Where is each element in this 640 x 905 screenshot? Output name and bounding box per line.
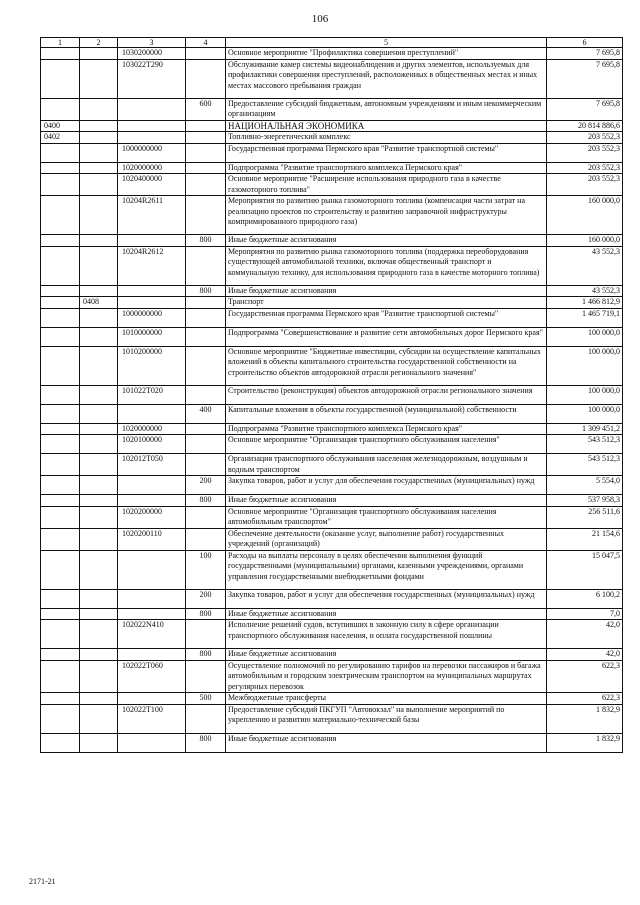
amount: 100 000,0 xyxy=(547,346,623,385)
table-row xyxy=(41,608,623,620)
item-name: Обеспечение деятельности (оказание услуг, выполнение работ) государственных учреждений (организаций) xyxy=(226,528,547,550)
section-code xyxy=(41,285,80,297)
budget-table xyxy=(40,37,623,753)
subsection-code xyxy=(80,285,118,297)
target-article-code xyxy=(118,297,186,309)
table-row xyxy=(41,174,623,196)
item-name: Подпрограмма "Развитие транспортного комплекса Пермского края" xyxy=(226,423,547,435)
section-code xyxy=(41,308,80,327)
header-col-6: 6 xyxy=(547,38,623,48)
target-article-code: 10204R2612 xyxy=(118,246,186,285)
amount: 203 552,3 xyxy=(547,132,623,144)
subsection-code xyxy=(80,550,118,589)
item-name: Топливно-энергетический комплекс xyxy=(226,132,547,144)
section-code xyxy=(41,435,80,454)
expense-type-code: 100 xyxy=(186,550,226,589)
target-article-code xyxy=(118,733,186,752)
item-name: Обслуживание камер системы видеонаблюдения и других элементов, используемых для профилактики совершения преступлений, расположенных в общественных местах и иных местах массового пребывания граждан xyxy=(226,59,547,98)
target-article-code: 1020000000 xyxy=(118,423,186,435)
expense-type-code xyxy=(186,620,226,649)
target-article-code xyxy=(118,550,186,589)
header-row xyxy=(41,38,623,48)
amount: 20 814 886,6 xyxy=(547,120,623,132)
subsection-code xyxy=(80,506,118,528)
section-code xyxy=(41,196,80,235)
section-code xyxy=(41,506,80,528)
subsection-code xyxy=(80,327,118,346)
amount: 5 554,0 xyxy=(547,476,623,495)
section-code xyxy=(41,649,80,661)
expense-type-code xyxy=(186,48,226,60)
amount: 537 958,3 xyxy=(547,495,623,507)
header-col-3: 3 xyxy=(118,38,186,48)
target-article-code xyxy=(118,235,186,247)
target-article-code: 102022Т100 xyxy=(118,704,186,733)
amount: 100 000,0 xyxy=(547,404,623,423)
expense-type-code: 800 xyxy=(186,733,226,752)
section-code xyxy=(41,733,80,752)
section-code xyxy=(41,246,80,285)
target-article-code: 1020200000 xyxy=(118,506,186,528)
amount: 160 000,0 xyxy=(547,196,623,235)
item-name: Предоставление субсидий бюджетным, автономным учреждениям и иным некоммерческим организациям xyxy=(226,98,547,120)
footer-code: 2171-21 xyxy=(29,877,56,886)
section-code xyxy=(41,346,80,385)
item-name: Основное мероприятие "Бюджетные инвестиции, субсидии на осуществление капитальных вложений в объекты капитального строительства государственной собственности на строительство объектов автодорожной отрасли регионального значения" xyxy=(226,346,547,385)
amount: 543 512,3 xyxy=(547,454,623,476)
amount: 42,0 xyxy=(547,620,623,649)
table-row xyxy=(41,528,623,550)
subsection-code xyxy=(80,98,118,120)
header-col-4: 4 xyxy=(186,38,226,48)
table-row xyxy=(41,196,623,235)
item-name: Основное мероприятие "Организация транспортного обслуживания населения" xyxy=(226,435,547,454)
table-row xyxy=(41,589,623,608)
section-code: 0400 xyxy=(41,120,80,132)
table-row xyxy=(41,327,623,346)
item-name: Транспорт xyxy=(226,297,547,309)
table-row xyxy=(41,132,623,144)
expense-type-code xyxy=(186,346,226,385)
item-name: Основное мероприятие "Организация транспортного обслуживания населения автомобильным транспортом" xyxy=(226,506,547,528)
subsection-code xyxy=(80,733,118,752)
expense-type-code xyxy=(186,528,226,550)
subsection-code: 0408 xyxy=(80,297,118,309)
subsection-code xyxy=(80,59,118,98)
item-name: Иные бюджетные ассигнования xyxy=(226,285,547,297)
amount: 203 552,3 xyxy=(547,162,623,174)
item-name: Государственная программа Пермского края "Развитие транспортной системы" xyxy=(226,143,547,162)
item-name: Закупка товаров, работ и услуг для обеспечения государственных (муниципальных) нужд xyxy=(226,476,547,495)
subsection-code xyxy=(80,649,118,661)
table-row xyxy=(41,346,623,385)
expense-type-code xyxy=(186,327,226,346)
amount: 256 511,6 xyxy=(547,506,623,528)
expense-type-code xyxy=(186,385,226,404)
table-row xyxy=(41,454,623,476)
target-article-code: 1020000000 xyxy=(118,162,186,174)
expense-type-code: 800 xyxy=(186,495,226,507)
table-row xyxy=(41,297,623,309)
target-article-code: 102022Т060 xyxy=(118,660,186,693)
subsection-code xyxy=(80,704,118,733)
section-code xyxy=(41,589,80,608)
section-code: 0402 xyxy=(41,132,80,144)
amount: 100 000,0 xyxy=(547,385,623,404)
section-code xyxy=(41,143,80,162)
section-code xyxy=(41,550,80,589)
target-article-code xyxy=(118,589,186,608)
section-code xyxy=(41,454,80,476)
subsection-code xyxy=(80,423,118,435)
table-row xyxy=(41,620,623,649)
item-name: Мероприятия по развитию рынка газомоторного топлива (поддержка переоборудования существующей автомобильной техники, включая общественный транспорт и коммунальную технику, для использования природного газа в качестве моторного топлива) xyxy=(226,246,547,285)
expense-type-code: 200 xyxy=(186,476,226,495)
expense-type-code xyxy=(186,506,226,528)
amount: 42,0 xyxy=(547,649,623,661)
subsection-code xyxy=(80,608,118,620)
table-row xyxy=(41,506,623,528)
header-col-1: 1 xyxy=(41,38,80,48)
item-name: Капитальные вложения в объекты государственной (муниципальной) собственности xyxy=(226,404,547,423)
subsection-code xyxy=(80,174,118,196)
expense-type-code: 400 xyxy=(186,404,226,423)
target-article-code xyxy=(118,649,186,661)
expense-type-code xyxy=(186,435,226,454)
section-code xyxy=(41,174,80,196)
expense-type-code xyxy=(186,297,226,309)
section-code xyxy=(41,404,80,423)
item-name: Предоставление субсидий ПКГУП "Автовокзал" на выполнение мероприятий по укреплению и развитию материально-технической базы xyxy=(226,704,547,733)
page-number: 106 xyxy=(311,13,329,25)
expense-type-code xyxy=(186,120,226,132)
amount: 1 832,9 xyxy=(547,733,623,752)
amount: 15 047,5 xyxy=(547,550,623,589)
item-name: Иные бюджетные ассигнования xyxy=(226,235,547,247)
section-code xyxy=(41,327,80,346)
table-row xyxy=(41,423,623,435)
subsection-code xyxy=(80,385,118,404)
table-row xyxy=(41,59,623,98)
amount: 1 465 719,1 xyxy=(547,308,623,327)
subsection-code xyxy=(80,435,118,454)
item-name: Исполнение решений судов, вступивших в законную силу в сфере организации транспортного обслуживания населения, и оплата государственной пошлины xyxy=(226,620,547,649)
subsection-code xyxy=(80,132,118,144)
section-code xyxy=(41,59,80,98)
subsection-code xyxy=(80,48,118,60)
item-name: Закупка товаров, работ и услуг для обеспечения государственных (муниципальных) нужд xyxy=(226,589,547,608)
expense-type-code xyxy=(186,454,226,476)
subsection-code xyxy=(80,196,118,235)
table-row xyxy=(41,704,623,733)
subsection-code xyxy=(80,235,118,247)
amount: 622,3 xyxy=(547,693,623,705)
expense-type-code xyxy=(186,246,226,285)
table-row xyxy=(41,435,623,454)
header-col-5: 5 xyxy=(226,38,547,48)
expense-type-code: 600 xyxy=(186,98,226,120)
target-article-code: 1010200000 xyxy=(118,346,186,385)
section-code xyxy=(41,660,80,693)
subsection-code xyxy=(80,308,118,327)
expense-type-code: 500 xyxy=(186,693,226,705)
table-row xyxy=(41,404,623,423)
target-article-code: 103022Т290 xyxy=(118,59,186,98)
amount: 7 695,8 xyxy=(547,98,623,120)
target-article-code xyxy=(118,285,186,297)
table-row xyxy=(41,385,623,404)
expense-type-code: 800 xyxy=(186,649,226,661)
table-row xyxy=(41,733,623,752)
target-article-code xyxy=(118,693,186,705)
amount: 7,0 xyxy=(547,608,623,620)
item-name: Строительство (реконструкция) объектов автодорожной отрасли регионального значения xyxy=(226,385,547,404)
target-article-code: 1020400000 xyxy=(118,174,186,196)
section-code xyxy=(41,528,80,550)
subsection-code xyxy=(80,620,118,649)
item-name: НАЦИОНАЛЬНАЯ ЭКОНОМИКА xyxy=(226,120,547,132)
item-name: Расходы на выплаты персоналу в целях обеспечения выполнения функций государственными (муниципальными) органами, казенными учреждениями, органами управления государственными внебюджетными фондами xyxy=(226,550,547,589)
subsection-code xyxy=(80,120,118,132)
target-article-code xyxy=(118,608,186,620)
expense-type-code xyxy=(186,132,226,144)
table-row xyxy=(41,495,623,507)
amount: 543 512,3 xyxy=(547,435,623,454)
subsection-code xyxy=(80,495,118,507)
target-article-code: 10204R2611 xyxy=(118,196,186,235)
subsection-code xyxy=(80,528,118,550)
table-row xyxy=(41,660,623,693)
subsection-code xyxy=(80,246,118,285)
expense-type-code xyxy=(186,162,226,174)
amount: 21 154,6 xyxy=(547,528,623,550)
section-code xyxy=(41,476,80,495)
expense-type-code: 800 xyxy=(186,285,226,297)
section-code xyxy=(41,704,80,733)
amount: 100 000,0 xyxy=(547,327,623,346)
subsection-code xyxy=(80,693,118,705)
target-article-code: 1000000000 xyxy=(118,143,186,162)
section-code xyxy=(41,48,80,60)
table-row xyxy=(41,98,623,120)
item-name: Основное мероприятие "Расширение использования природного газа в качестве газомоторного топлива" xyxy=(226,174,547,196)
subsection-code xyxy=(80,162,118,174)
table-row xyxy=(41,246,623,285)
expense-type-code xyxy=(186,59,226,98)
amount: 203 552,3 xyxy=(547,143,623,162)
target-article-code: 102022N410 xyxy=(118,620,186,649)
expense-type-code xyxy=(186,174,226,196)
expense-type-code xyxy=(186,308,226,327)
target-article-code xyxy=(118,495,186,507)
target-article-code xyxy=(118,132,186,144)
section-code xyxy=(41,235,80,247)
expense-type-code xyxy=(186,660,226,693)
section-code xyxy=(41,608,80,620)
target-article-code xyxy=(118,120,186,132)
header-col-2: 2 xyxy=(80,38,118,48)
amount: 1 309 451,2 xyxy=(547,423,623,435)
amount: 7 695,8 xyxy=(547,48,623,60)
target-article-code: 1020100000 xyxy=(118,435,186,454)
expense-type-code: 200 xyxy=(186,589,226,608)
subsection-code xyxy=(80,404,118,423)
table-row xyxy=(41,550,623,589)
expense-type-code xyxy=(186,704,226,733)
item-name: Иные бюджетные ассигнования xyxy=(226,733,547,752)
amount: 7 695,8 xyxy=(547,59,623,98)
subsection-code xyxy=(80,589,118,608)
table-row xyxy=(41,235,623,247)
section-code xyxy=(41,620,80,649)
subsection-code xyxy=(80,476,118,495)
amount: 6 100,2 xyxy=(547,589,623,608)
item-name: Иные бюджетные ассигнования xyxy=(226,649,547,661)
expense-type-code: 800 xyxy=(186,608,226,620)
amount: 622,3 xyxy=(547,660,623,693)
target-article-code: 1010000000 xyxy=(118,327,186,346)
item-name: Мероприятия по развитию рынка газомоторного топлива (компенсация части затрат на реализацию проектов по строительству и развитию заправочной инфраструктуры компримированного природного газа) xyxy=(226,196,547,235)
subsection-code xyxy=(80,454,118,476)
table-row xyxy=(41,649,623,661)
item-name: Государственная программа Пермского края "Развитие транспортной системы" xyxy=(226,308,547,327)
target-article-code: 101022Т020 xyxy=(118,385,186,404)
item-name: Межбюджетные трансферты xyxy=(226,693,547,705)
target-article-code xyxy=(118,98,186,120)
table-row xyxy=(41,143,623,162)
subsection-code xyxy=(80,660,118,693)
expense-type-code: 800 xyxy=(186,235,226,247)
section-code xyxy=(41,297,80,309)
target-article-code: 1030200000 xyxy=(118,48,186,60)
item-name: Иные бюджетные ассигнования xyxy=(226,608,547,620)
section-code xyxy=(41,98,80,120)
item-name: Подпрограмма "Развитие транспортного комплекса Пермского края" xyxy=(226,162,547,174)
amount: 43 552,3 xyxy=(547,246,623,285)
expense-type-code xyxy=(186,143,226,162)
target-article-code: 102012Т050 xyxy=(118,454,186,476)
item-name: Подпрограмма "Совершенствование и развитие сети автомобильных дорог Пермского края" xyxy=(226,327,547,346)
subsection-code xyxy=(80,143,118,162)
target-article-code xyxy=(118,404,186,423)
item-name: Иные бюджетные ассигнования xyxy=(226,495,547,507)
target-article-code: 1000000000 xyxy=(118,308,186,327)
target-article-code xyxy=(118,476,186,495)
table-row xyxy=(41,476,623,495)
item-name: Основное мероприятие "Профилактика совершения преступлений" xyxy=(226,48,547,60)
expense-type-code xyxy=(186,196,226,235)
expense-type-code xyxy=(186,423,226,435)
subsection-code xyxy=(80,346,118,385)
table-row xyxy=(41,48,623,60)
table-row xyxy=(41,120,623,132)
amount: 43 552,3 xyxy=(547,285,623,297)
amount: 1 466 812,9 xyxy=(547,297,623,309)
item-name: Организация транспортного обслуживания населения железнодорожным, воздушным и водным транспортом xyxy=(226,454,547,476)
section-code xyxy=(41,385,80,404)
table-row xyxy=(41,285,623,297)
target-article-code: 1020200110 xyxy=(118,528,186,550)
section-code xyxy=(41,495,80,507)
amount: 160 000,0 xyxy=(547,235,623,247)
amount: 203 552,3 xyxy=(547,174,623,196)
section-code xyxy=(41,423,80,435)
section-code xyxy=(41,162,80,174)
section-code xyxy=(41,693,80,705)
table-row xyxy=(41,162,623,174)
item-name: Осуществление полномочий по регулированию тарифов на перевозки пассажиров и багажа автомобильным и городским электрическим транспортом на муниципальных маршрутах регулярных перевозок xyxy=(226,660,547,693)
table-row xyxy=(41,308,623,327)
table-row xyxy=(41,693,623,705)
amount: 1 832,9 xyxy=(547,704,623,733)
